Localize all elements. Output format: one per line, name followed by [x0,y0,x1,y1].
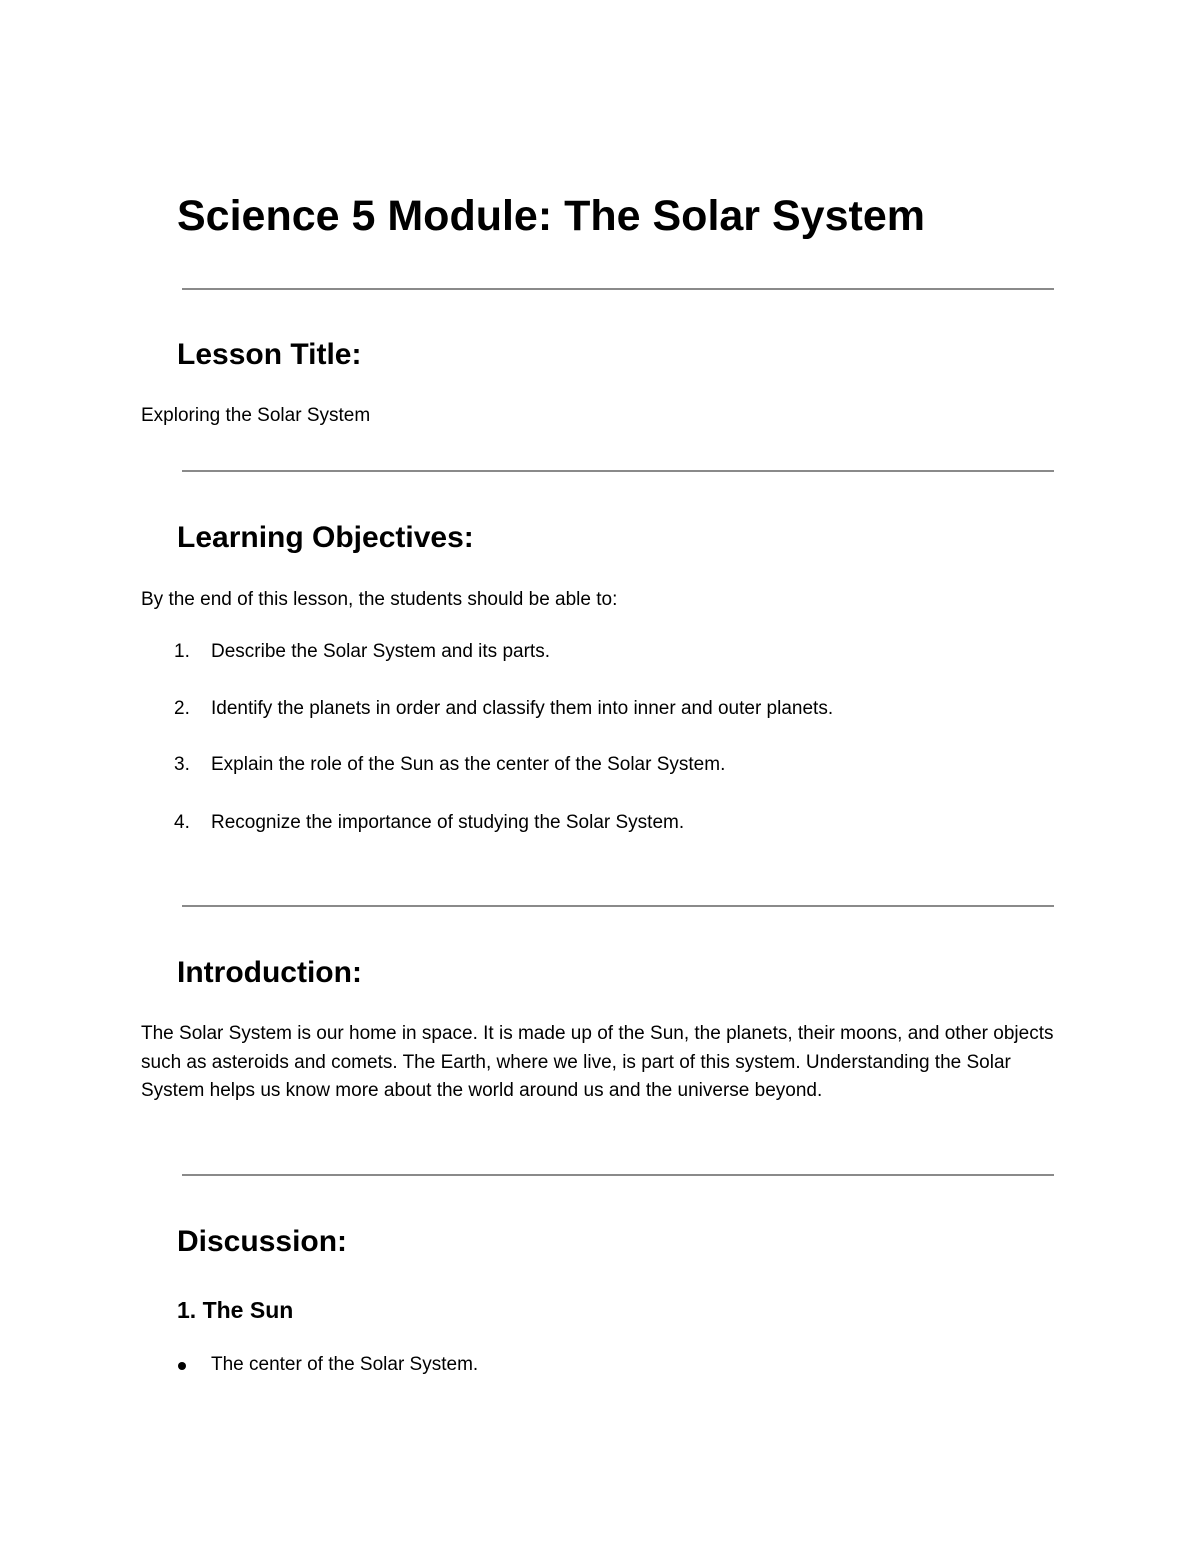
discussion-bullet-item: The center of the Solar System. [211,1354,479,1375]
objective-item: Explain the role of the Sun as the center of the Solar System. [211,754,726,775]
lesson-title-text: Exploring the Solar System [141,405,371,426]
introduction-heading: Introduction: [177,956,362,989]
objective-item: Recognize the importance of studying the Solar System. [211,812,685,833]
discussion-subheading: 1. The Sun [177,1297,294,1323]
divider [182,905,1054,907]
objective-number: 2. [174,698,190,719]
objective-item: Describe the Solar System and its parts. [211,641,550,662]
learning-objectives-heading: Learning Objectives: [177,521,474,554]
introduction-paragraph: The Solar System is our home in space. It is made up of the Sun, the planets, their moons, and other objects such as asteroids and comets. The Earth, where we live, is part of this system. Understanding the Solar System helps us know more about the world around us and the universe beyond. [141,1023,1054,1101]
objective-item: Identify the planets in order and classify them into inner and outer planets. [211,698,834,719]
objective-number: 3. [174,754,190,775]
lesson-title-heading: Lesson Title: [177,338,362,371]
discussion-heading: Discussion: [177,1225,348,1258]
divider [182,470,1054,472]
page-title: Science 5 Module: The Solar System [177,192,925,240]
objectives-intro: By the end of this lesson, the students should be able to: [141,589,618,610]
divider [182,288,1054,290]
bullet-icon [178,1362,186,1370]
objective-number: 4. [174,812,190,833]
divider [182,1174,1054,1176]
objective-number: 1. [174,641,190,662]
